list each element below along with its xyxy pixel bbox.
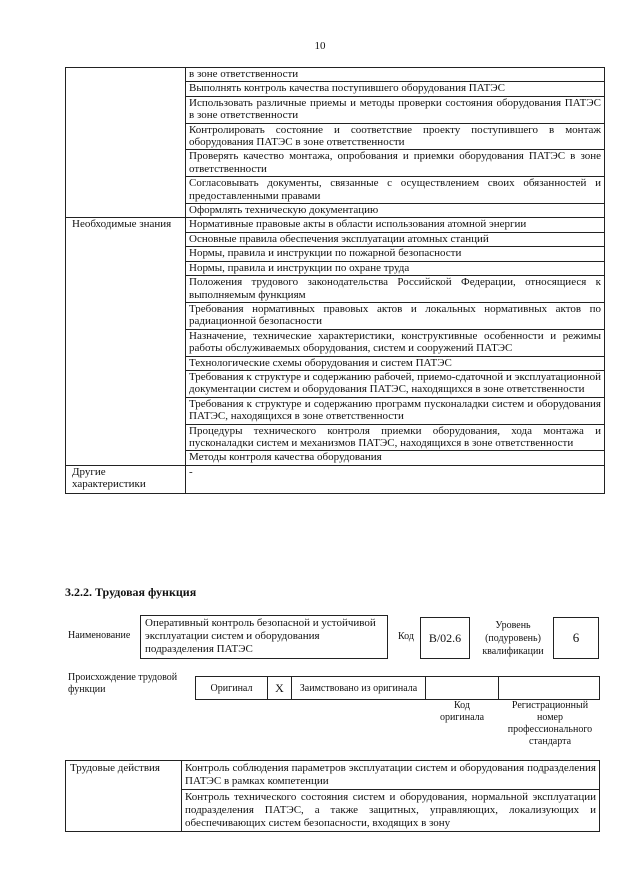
table-cell: Требования к структуре и содержанию программ пусконаладки систем и оборудования ПАТЭС, находящихся в зоне ответственности (186, 397, 605, 424)
code-label: Код (398, 631, 414, 642)
table-cell: Контролировать состояние и соответствие проекту поступившего в монтаж оборудования ПАТЭС в зоне ответственности (186, 123, 605, 150)
table-cell: - (186, 465, 605, 493)
table-cell: Нормативные правовые акты в области использования атомной энергии (186, 218, 605, 232)
table-cell: Выполнять контроль качества поступившего оборудования ПАТЭС (186, 82, 605, 96)
origin-mark-cell: X (268, 677, 292, 699)
origin-borrowed-cell: Заимствовано из оригинала (292, 677, 426, 699)
table-cell: в зоне ответственности (186, 68, 605, 82)
table-cell: Согласовывать документы, связанные с осуществлением своих обязанностей и предоставленными правами (186, 177, 605, 204)
table-cell: Основные правила обеспечения эксплуатации атомных станций (186, 232, 605, 246)
code-caption: Код оригинала (439, 700, 485, 723)
page-number: 10 (314, 40, 326, 52)
table-cell: Контроль технического состояния систем и оборудования, нормальной эксплуатации подразделения ПАТЭС, а также защитных, управляющих, локализующих и обеспечивающих систем безопасности, входящих в зону (182, 790, 600, 832)
knowledge-table (65, 67, 605, 494)
row-label-other: Другие характеристики (66, 465, 186, 493)
table-cell: Нормы, правила и инструкции по охране труда (186, 261, 605, 275)
table-row (66, 761, 600, 790)
table-cell: Проверять качество монтажа, опробования и приемки оборудования ПАТЭС в зоне ответственности (186, 150, 605, 177)
table-cell: Требования к структуре и содержанию рабочей, приемо-сдаточной и эксплуатационной документации систем и оборудования ПАТЭС, находящихся в зоне ответственности (186, 370, 605, 397)
table-cell: Контроль соблюдения параметров эксплуатации систем и оборудования подразделения ПАТЭС в рамках компетенции (182, 761, 600, 790)
function-name-box: Оперативный контроль безопасной и устойчивой эксплуатации систем и оборудования подразделения ПАТЭС (140, 615, 388, 659)
table-row (66, 68, 605, 82)
level-value-box: 6 (553, 617, 599, 659)
table-cell: Процедуры технического контроля приемки оборудования, хода монтажа и пусконаладки систем и механизмов ПАТЭС, находящихся в зоне ответственности (186, 424, 605, 451)
table-cell: Использовать различные приемы и методы проверки состояния оборудования ПАТЭС в зоне ответственности (186, 96, 605, 123)
table-cell: Оформлять техническую документацию (186, 204, 605, 218)
row-label-knowledge: Необходимые знания (66, 218, 186, 465)
name-label: Наименование (68, 630, 131, 641)
section-title: 3.2.2. Трудовая функция (65, 585, 197, 599)
row-label (66, 68, 186, 218)
origin-reg-cell (499, 677, 599, 699)
table-cell: Методы контроля качества оборудования (186, 451, 605, 465)
origin-label: Происхождение трудовой функции (68, 672, 178, 695)
table-row (66, 465, 605, 493)
table-cell: Назначение, технические характеристики, конструктивные особенности и режимы работы обслуживаемых оборудования, систем и сооружений ПАТЭС (186, 329, 605, 356)
table-cell: Положения трудового законодательства Российской Федерации, относящиеся к выполняемым функциям (186, 276, 605, 303)
table-cell: Требования нормативных правовых актов и локальных нормативных актов по радиационной безопасности (186, 302, 605, 329)
origin-original-cell: Оригинал (196, 677, 268, 699)
table-cell: Технологические схемы оборудования и систем ПАТЭС (186, 356, 605, 370)
code-value-box: B/02.6 (420, 617, 470, 659)
actions-table (65, 760, 600, 832)
table-cell: Нормы, правила и инструкции по пожарной безопасности (186, 247, 605, 261)
reg-caption: Регистрационный номер профессионального стандарта (507, 700, 593, 747)
level-label: Уровень (подуровень) квалификации (482, 620, 544, 657)
table-row (66, 218, 605, 232)
origin-box (195, 676, 600, 700)
origin-code-cell (426, 677, 499, 699)
row-label-actions: Трудовые действия (66, 761, 182, 832)
